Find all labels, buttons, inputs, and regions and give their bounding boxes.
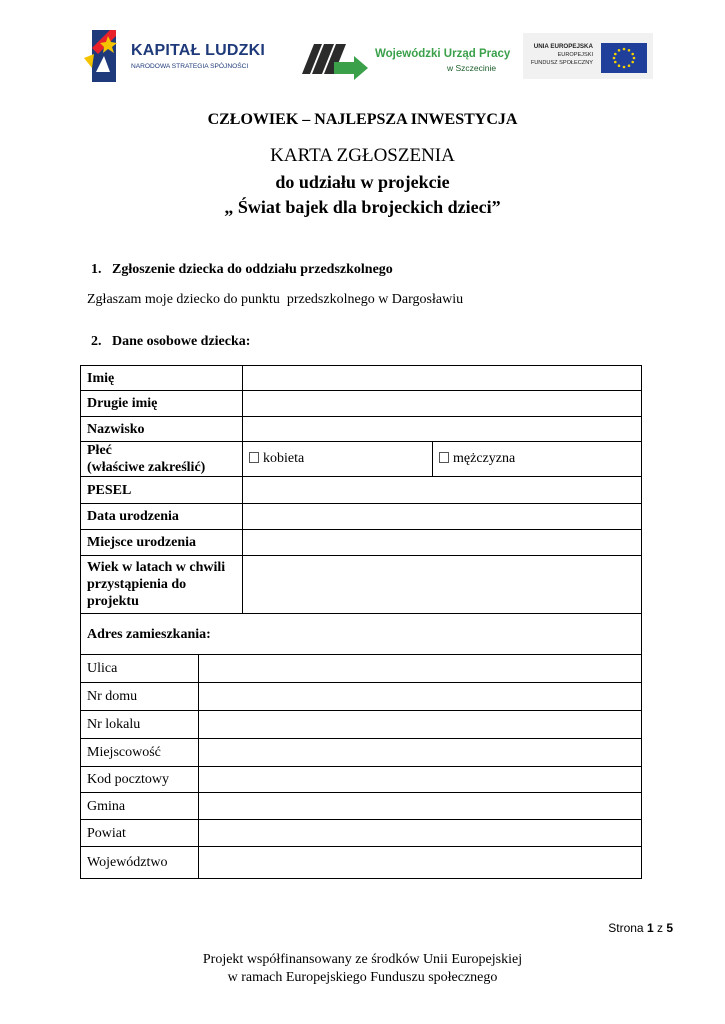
label-miejscowosc: Miejscowość (81, 739, 199, 767)
checkbox-kobieta-icon[interactable] (249, 452, 259, 463)
eu-flag-icon (601, 43, 647, 73)
footer-line-2: w ramach Europejskiego Funduszu społecznego (227, 970, 498, 985)
kod-pocztowy-field[interactable] (199, 767, 642, 793)
page-number-prefix: Strona (608, 921, 644, 935)
label-wiek-line2: przystąpienia do (87, 577, 187, 592)
motto: CZŁOWIEK – NAJLEPSZA INWESTYCJA (207, 111, 518, 128)
page-number-total: 5 (666, 921, 673, 935)
kapital-ludzki-logo (84, 28, 274, 86)
kapital-ludzki-name: KAPITAŁ LUDZKI (131, 42, 266, 59)
table-row (81, 442, 642, 477)
miejsce-urodzenia-field[interactable] (243, 530, 642, 556)
label-adres: Adres zamieszkania: (81, 614, 642, 655)
label-wiek-line1: Wiek w latach w chwili (87, 560, 226, 575)
page-title: KARTA ZGŁOSZENIA (270, 145, 455, 166)
label-wojewodztwo: Województwo (81, 847, 199, 879)
wup-emblem-icon (300, 40, 370, 80)
drugie-imie-field[interactable] (243, 391, 642, 417)
label-miejsce-urodzenia: Miejsce urodzenia (81, 530, 243, 556)
label-ulica: Ulica (81, 655, 199, 683)
data-urodzenia-field[interactable] (243, 504, 642, 530)
page-number-sep: z (656, 921, 663, 935)
table-row (81, 820, 642, 847)
ulica-field[interactable] (199, 655, 642, 683)
label-imie: Imię (81, 366, 243, 391)
personal-data-table (80, 365, 642, 655)
label-nazwisko: Nazwisko (81, 417, 243, 442)
label-plec-line1: Płeć (87, 443, 112, 458)
page-subtitle-2: „ Świat bajek dla brojeckich dzieci” (224, 197, 501, 217)
eu-logo (523, 33, 653, 79)
pesel-field[interactable] (243, 477, 642, 504)
eu-logo-line2: EUROPEJSKI (557, 52, 593, 58)
page-subtitle-1: do udziału w projekcie (275, 172, 450, 192)
table-row (81, 767, 642, 793)
imie-field[interactable] (243, 366, 642, 391)
label-plec-line2: (właściwe zakreślić) (87, 460, 206, 475)
table-row (81, 556, 642, 614)
table-row (81, 711, 642, 739)
label-gmina: Gmina (81, 793, 199, 820)
wup-logo (300, 40, 511, 80)
wup-city: w Szczecinie (447, 63, 497, 73)
miejscowosc-field[interactable] (199, 739, 642, 767)
label-powiat: Powiat (81, 820, 199, 847)
nr-domu-field[interactable] (199, 683, 642, 711)
table-row (81, 739, 642, 767)
page-number-current: 1 (646, 921, 654, 935)
label-wiek (81, 556, 243, 614)
option-kobieta[interactable] (243, 442, 433, 477)
page-number (608, 921, 673, 935)
address-table (80, 654, 642, 879)
nr-lokalu-field[interactable] (199, 711, 642, 739)
label-pesel: PESEL (81, 477, 243, 504)
table-row (81, 847, 642, 879)
table-row (81, 655, 642, 683)
table-row (81, 793, 642, 820)
label-wiek-line3: projektu (87, 594, 139, 609)
eu-logo-line1: UNIA EUROPEJSKA (533, 43, 593, 50)
label-plec (81, 442, 243, 477)
section-2-heading: 2. Dane osobowe dziecka: (91, 334, 251, 349)
option-mezczyzna-label: mężczyzna (453, 451, 516, 466)
section-1-heading: 1. Zgłoszenie dziecka do oddziału przedszkolnego (91, 262, 393, 277)
kapital-ludzki-emblem-icon (84, 28, 124, 86)
table-row (81, 504, 642, 530)
table-row (81, 530, 642, 556)
powiat-field[interactable] (199, 820, 642, 847)
label-nr-lokalu: Nr lokalu (81, 711, 199, 739)
gmina-field[interactable] (199, 793, 642, 820)
table-row (81, 366, 642, 391)
nazwisko-field[interactable] (243, 417, 642, 442)
checkbox-mezczyzna-icon[interactable] (439, 452, 449, 463)
wojewodztwo-field[interactable] (199, 847, 642, 879)
table-row (81, 477, 642, 504)
section-1-text: Zgłaszam moje dziecko do punktu przedszkolnego w Dargosławiu (87, 292, 464, 307)
eu-logo-line3: FUNDUSZ SPOŁECZNY (530, 60, 593, 66)
footer-line-1: Projekt współfinansowany ze środków Unii Europejskiej (202, 952, 523, 967)
wup-name: Wojewódzki Urząd Pracy (375, 48, 511, 60)
option-kobieta-label: kobieta (263, 451, 305, 466)
wiek-field[interactable] (243, 556, 642, 614)
table-row (81, 614, 642, 655)
label-kod-pocztowy: Kod pocztowy (81, 767, 199, 793)
option-mezczyzna[interactable] (433, 442, 642, 477)
table-row (81, 683, 642, 711)
label-drugie-imie: Drugie imię (81, 391, 243, 417)
table-row (81, 391, 642, 417)
table-row (81, 417, 642, 442)
label-data-urodzenia: Data urodzenia (81, 504, 243, 530)
kapital-ludzki-subtitle: NARODOWA STRATEGIA SPÓJNOŚCI (131, 63, 249, 70)
label-nr-domu: Nr domu (81, 683, 199, 711)
